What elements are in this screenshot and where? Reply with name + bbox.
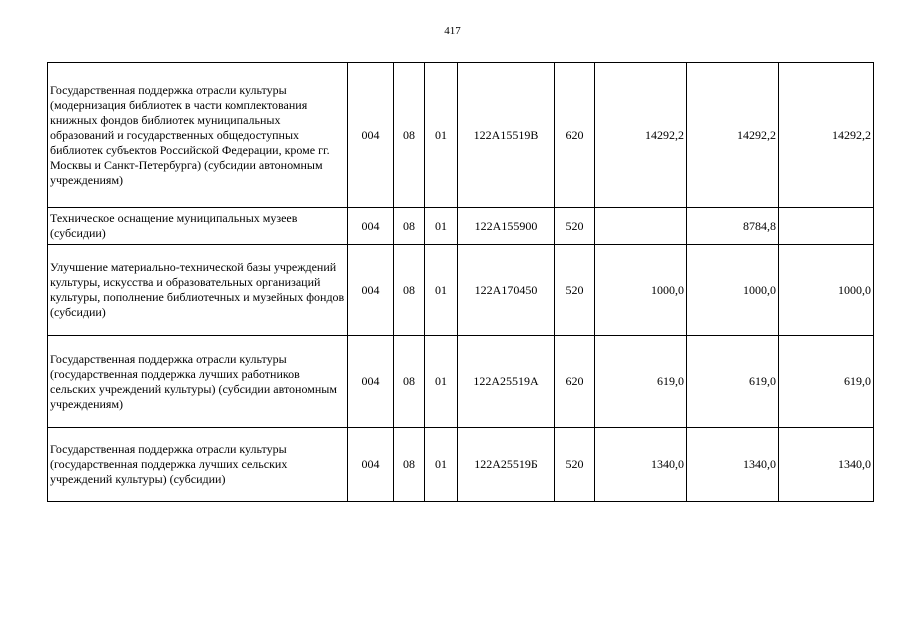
sum-year-2: 14292,2 <box>687 63 779 208</box>
section-code: 08 <box>394 208 425 245</box>
target-article-code: 122A25519А <box>458 336 555 428</box>
expense-type-code: 620 <box>555 336 595 428</box>
expense-name: Государственная поддержка отрасли культуры (государственная поддержка лучших сельских учреждений культуры) (субсидии) <box>48 428 348 502</box>
expense-type-code: 520 <box>555 245 595 336</box>
expense-type-code: 520 <box>555 208 595 245</box>
expense-type-code: 520 <box>555 428 595 502</box>
target-article-code: 122A155900 <box>458 208 555 245</box>
subsection-code: 01 <box>425 336 458 428</box>
section-code: 08 <box>394 428 425 502</box>
ministry-code: 004 <box>348 63 394 208</box>
expense-name: Государственная поддержка отрасли культуры (модернизация библиотек в части комплектования книжных фондов библиотек муниципальных образований и государственных общедоступных библиотек субъектов Российской Федерации, кроме гг. Москвы и Санкт-Петербурга) (субсидии автономным учреждениям) <box>48 63 348 208</box>
page-number: 417 <box>444 25 461 37</box>
sum-year-3: 619,0 <box>779 336 874 428</box>
table-row <box>48 336 874 428</box>
expense-name: Улучшение материально-технической базы учреждений культуры, искусства и образовательных организаций культуры, пополнение библиотечных и музейных фондов (субсидии) <box>48 245 348 336</box>
target-article-code: 122A15519В <box>458 63 555 208</box>
sum-year-1: 619,0 <box>595 336 687 428</box>
sum-year-1: 14292,2 <box>595 63 687 208</box>
expense-name: Техническое оснащение муниципальных музеев (субсидии) <box>48 208 348 245</box>
expense-name: Государственная поддержка отрасли культуры (государственная поддержка лучших работников сельских учреждений культуры) (субсидии автономным учреждениям) <box>48 336 348 428</box>
sum-year-1: 1000,0 <box>595 245 687 336</box>
subsection-code: 01 <box>425 63 458 208</box>
subsection-code: 01 <box>425 208 458 245</box>
ministry-code: 004 <box>348 245 394 336</box>
budget-table <box>47 62 874 502</box>
sum-year-2: 619,0 <box>687 336 779 428</box>
ministry-code: 004 <box>348 336 394 428</box>
expense-type-code: 620 <box>555 63 595 208</box>
sum-year-3: 1000,0 <box>779 245 874 336</box>
section-code: 08 <box>394 336 425 428</box>
sum-year-2: 1340,0 <box>687 428 779 502</box>
table-row <box>48 245 874 336</box>
sum-year-3: 1340,0 <box>779 428 874 502</box>
subsection-code: 01 <box>425 428 458 502</box>
subsection-code: 01 <box>425 245 458 336</box>
sum-year-2: 8784,8 <box>687 208 779 245</box>
ministry-code: 004 <box>348 428 394 502</box>
target-article-code: 122A25519Б <box>458 428 555 502</box>
sum-year-3: 14292,2 <box>779 63 874 208</box>
target-article-code: 122A170450 <box>458 245 555 336</box>
sum-year-1 <box>595 208 687 245</box>
sum-year-1: 1340,0 <box>595 428 687 502</box>
sum-year-2: 1000,0 <box>687 245 779 336</box>
section-code: 08 <box>394 63 425 208</box>
table-row <box>48 63 874 208</box>
ministry-code: 004 <box>348 208 394 245</box>
section-code: 08 <box>394 245 425 336</box>
sum-year-3 <box>779 208 874 245</box>
table-row <box>48 428 874 502</box>
table-row <box>48 208 874 245</box>
